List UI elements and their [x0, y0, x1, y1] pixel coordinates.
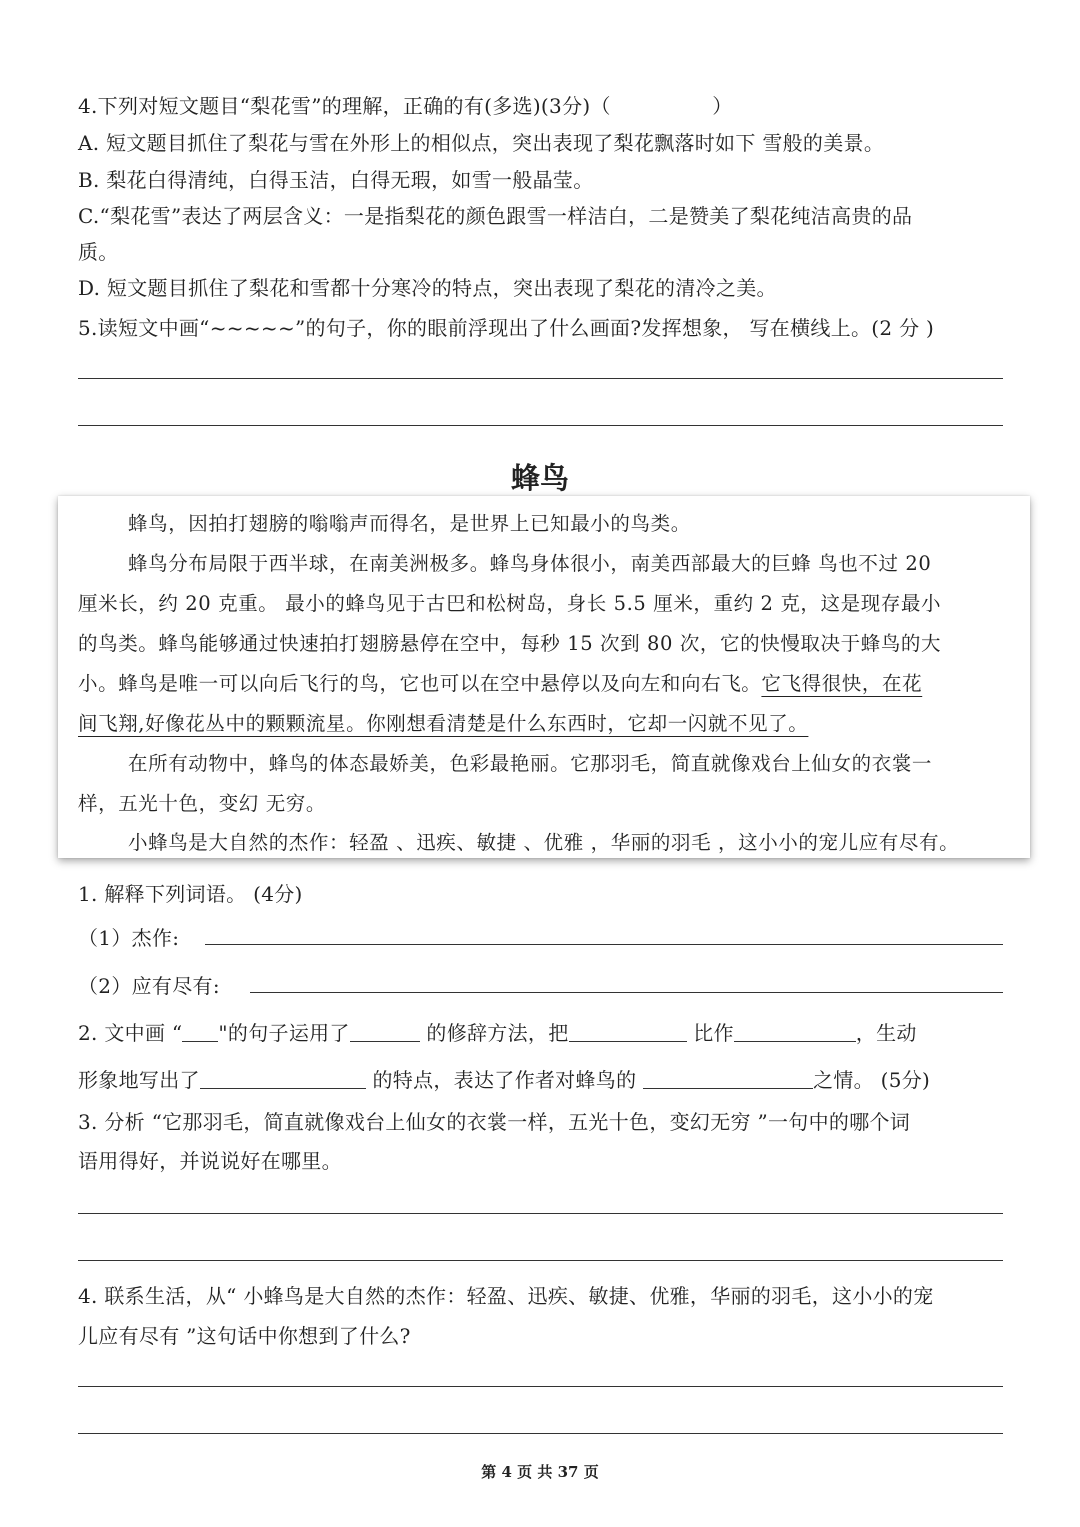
answer-line[interactable]: [78, 1213, 1003, 1214]
term-2-label: （2）应有尽有:: [78, 974, 220, 998]
question-2-line1: [78, 1017, 917, 1046]
option-b: B. 梨花白得清纯，白得玉洁，白得无瑕，如雪一般晶莹。: [78, 168, 594, 192]
fill-blank[interactable]: [350, 1021, 420, 1042]
passage-line: 蜂鸟，因拍打翅膀的嗡嗡声而得名，是世界上已知最小的鸟类。: [128, 512, 691, 535]
fill-blank[interactable]: [734, 1021, 856, 1042]
question-1: 1. 解释下列词语。 (4分): [78, 882, 303, 906]
term-1-label: （1）杰作:: [78, 926, 180, 950]
question-3-line2: 语用得好，并说说好在哪里。: [78, 1149, 342, 1173]
fill-blank[interactable]: [569, 1021, 687, 1042]
option-c-line2: 质。: [78, 240, 119, 264]
passage-line: 的鸟类。蜂鸟能够通过快速拍打翅膀悬停在空中，每秒 15 次到 80 次，它的快慢取决于蜂鸟的大: [78, 632, 942, 655]
passage-line: 蜂鸟分布局限于西半球，在南美洲极多。蜂鸟身体很小，南美西部最大的巨蜂 鸟也不过 20: [128, 552, 932, 575]
q2-text: 2. 文中画 “: [78, 1021, 183, 1045]
q2-text: 的特点，表达了作者对蜂鸟的: [372, 1068, 637, 1092]
option-c-line1: C.“梨花雪”表达了两层含义：一是指梨花的颜色跟雪一样洁白，二是赞美了梨花纯洁高贵的品: [78, 204, 913, 228]
q2-text: 的修辞方法，把: [426, 1021, 569, 1045]
question-5: 5.读短文中画“~~~~~”的句子，你的眼前浮现出了什么画面?发挥想象， 写在横线上。(2 分 ): [78, 316, 935, 340]
passage-line: 小蜂鸟是大自然的杰作：轻盈 、迅疾、敏捷 、优雅 ，华丽的羽毛 ，这小小的宠儿应有尽有。: [128, 831, 960, 854]
q2-text: "的句子运用了: [218, 1021, 350, 1045]
answer-line[interactable]: [78, 425, 1003, 426]
passage-line: [78, 668, 922, 696]
fill-blank[interactable]: [200, 1068, 366, 1089]
passage-box: [58, 496, 1030, 858]
underlined-sentence: 它飞得很快，在花: [761, 672, 923, 695]
question-4-line2: 儿应有尽有 ”这句话中你想到了什么?: [78, 1324, 411, 1348]
q2-text: 比作: [693, 1021, 734, 1045]
q2-text: ，生动: [855, 1021, 917, 1045]
option-a: A. 短文题目抓住了梨花与雪在外形上的相似点，突出表现了梨花飘落时如下 雪般的美景。: [78, 131, 885, 155]
q2-text: 之情。 (5分): [813, 1068, 931, 1092]
passage-line: 厘米长，约 20 克重。 最小的蜂鸟见于古巴和松树岛，身长 5.5 厘米，重约 2 克，这是现存最小: [78, 592, 942, 615]
passage-line: 样，五光十色，变幻 无穷。: [78, 792, 326, 815]
fill-blank[interactable]: [643, 1068, 813, 1089]
question-3-line1: 3. 分析 “它那羽毛，简直就像戏台上仙女的衣裳一样，五光十色，变幻无穷 ”一句中的哪个词: [78, 1110, 911, 1134]
fill-blank[interactable]: [182, 1021, 218, 1042]
underlined-sentence: 间飞翔,好像花丛中的颗颗流星。你刚想看清楚是什么东西时，它却一闪就不见了。: [78, 712, 809, 735]
page-footer: 第 4 页 共 37 页: [481, 1463, 599, 1481]
answer-line[interactable]: [78, 1386, 1003, 1387]
answer-line[interactable]: [78, 378, 1003, 379]
passage-text: 小。蜂鸟是唯一可以向后飞行的鸟，它也可以在空中悬停以及向左和向右飞。: [78, 672, 762, 695]
question-4: 4.下列对短文题目“梨花雪”的理解，正确的有(多选)(3分)（ ）: [78, 94, 733, 118]
q2-text: 形象地写出了: [78, 1068, 200, 1092]
question-4-line1: 4. 联系生活，从“ 小蜂鸟是大自然的杰作：轻盈、迅疾、敏捷、优雅，华丽的羽毛，这小小的宠: [78, 1284, 934, 1308]
answer-line[interactable]: [78, 1433, 1003, 1434]
term-1-answer-line[interactable]: [205, 944, 1003, 945]
answer-line[interactable]: [78, 1260, 1003, 1261]
passage-line: 在所有动物中，蜂鸟的体态最娇美，色彩最艳丽。它那羽毛，简直就像戏台上仙女的衣裳一: [128, 752, 933, 775]
passage-title: 蜂鸟: [510, 461, 569, 495]
question-2-line2: [78, 1064, 930, 1093]
term-2-answer-line[interactable]: [250, 992, 1003, 993]
option-d: D. 短文题目抓住了梨花和雪都十分寒冷的特点，突出表现了梨花的清冷之美。: [78, 276, 777, 300]
